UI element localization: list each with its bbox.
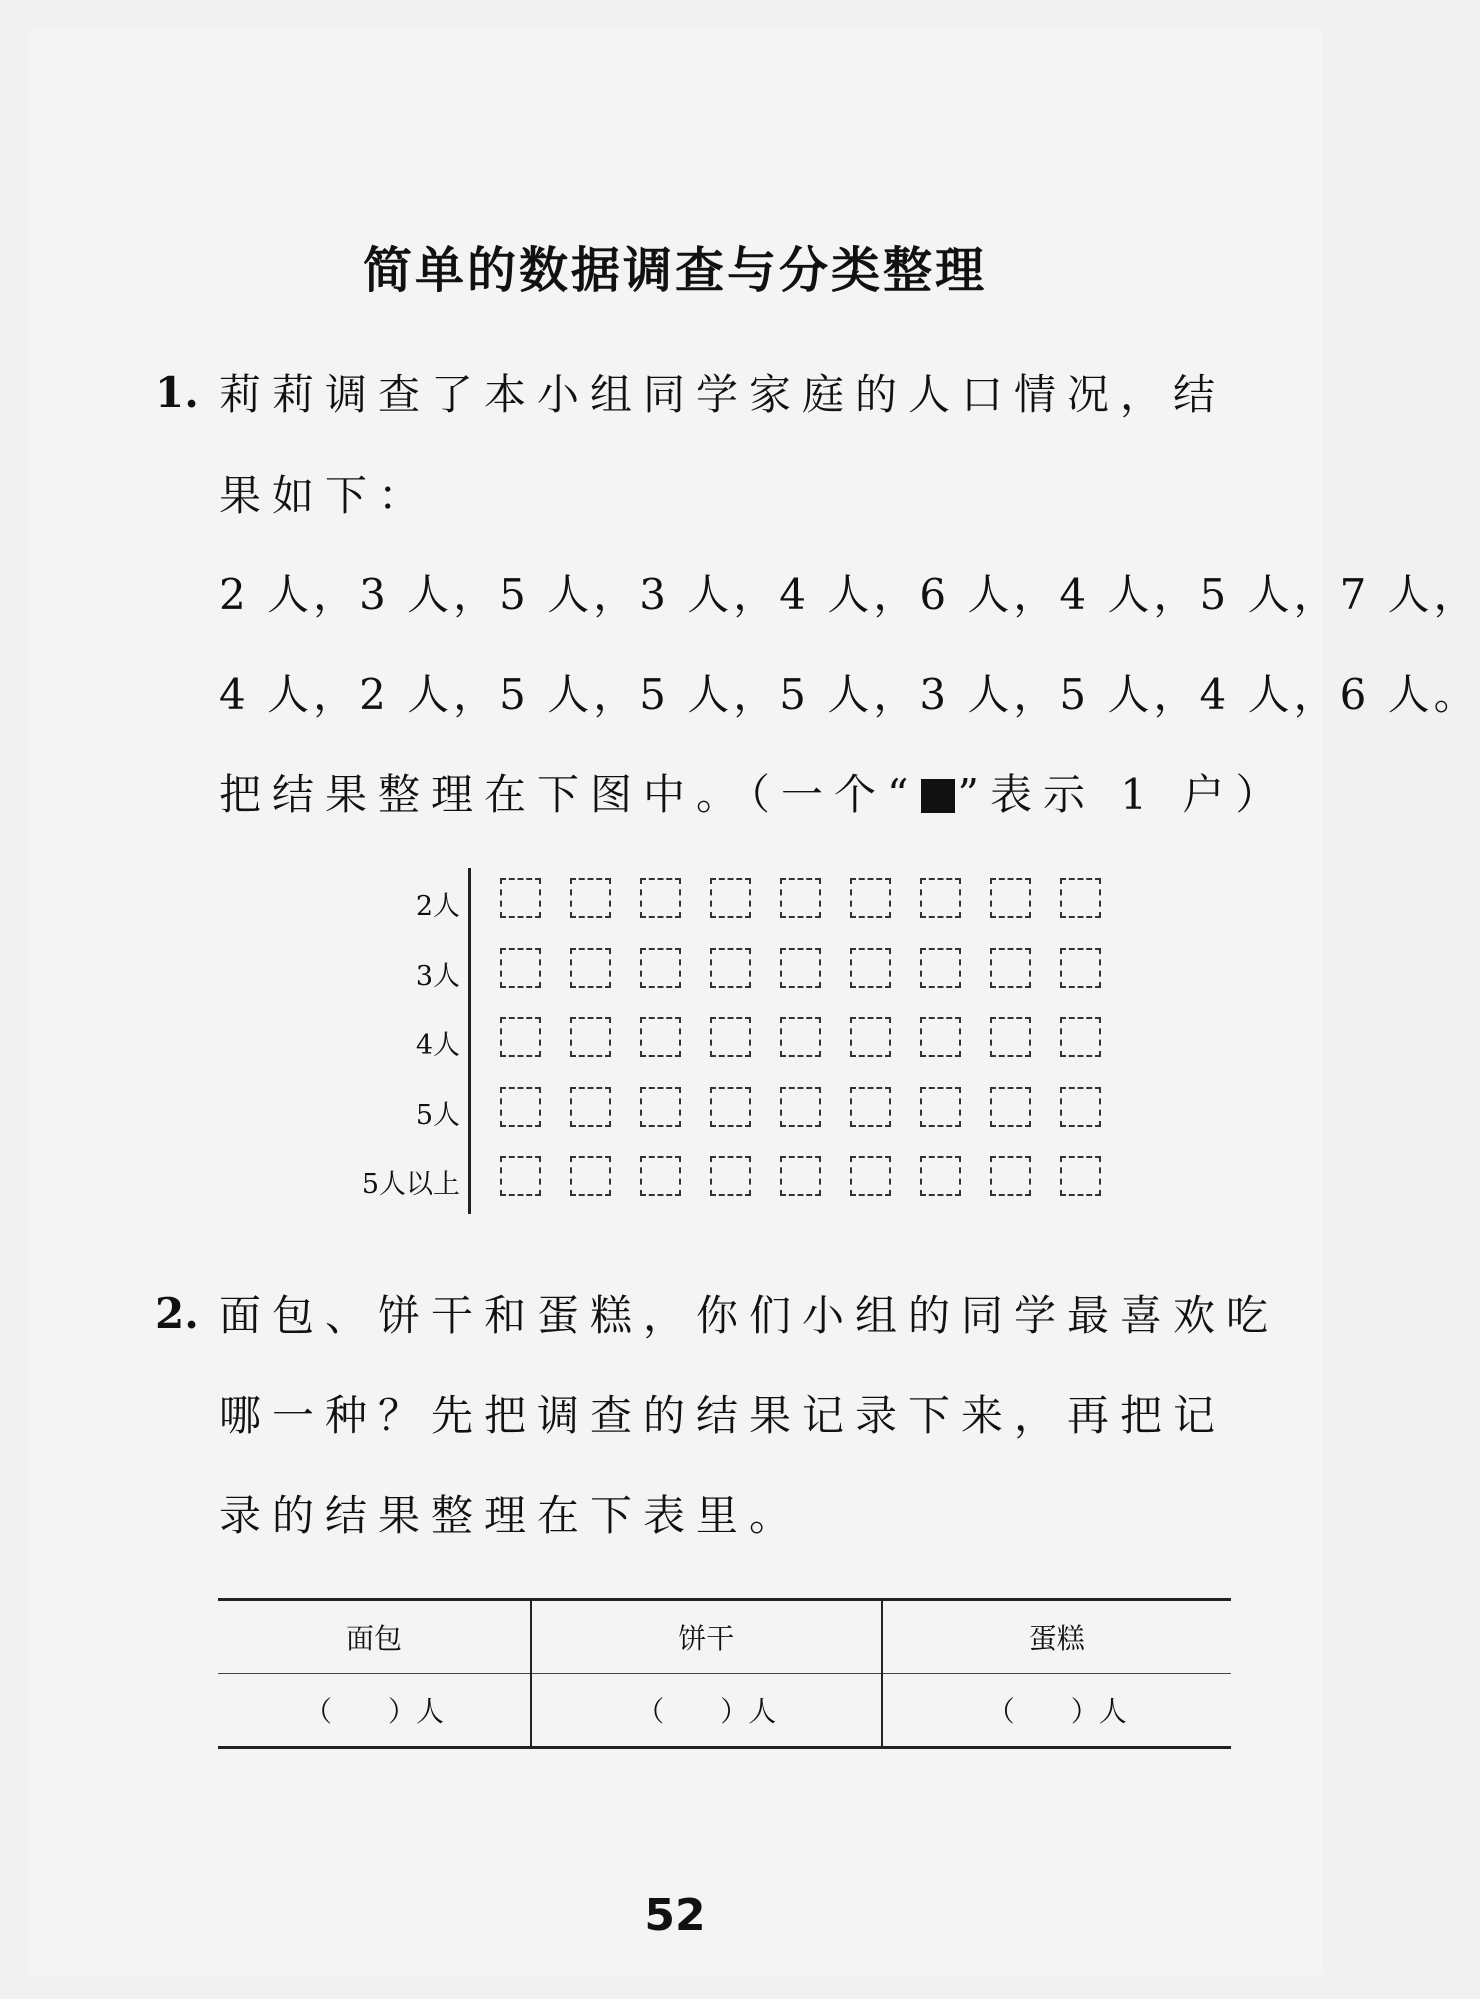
empty-tally-box[interactable] <box>570 1156 611 1196</box>
answer-cake[interactable]: （ ）人 <box>882 1674 1232 1748</box>
chart-row-cells <box>500 1087 1101 1127</box>
empty-tally-box[interactable] <box>500 1017 541 1057</box>
empty-tally-box[interactable] <box>780 878 821 918</box>
chart-row-cells <box>500 1017 1101 1057</box>
empty-tally-box[interactable] <box>640 948 681 988</box>
instruction-text-start: 把结果整理在下图中。（一个“ <box>219 770 920 819</box>
empty-tally-box[interactable] <box>920 878 961 918</box>
empty-tally-box[interactable] <box>780 1087 821 1127</box>
empty-tally-box[interactable] <box>710 1017 751 1057</box>
empty-tally-box[interactable] <box>640 1017 681 1057</box>
header-biscuit: 饼干 <box>531 1600 881 1674</box>
empty-tally-box[interactable] <box>710 948 751 988</box>
empty-tally-box[interactable] <box>570 1017 611 1057</box>
header-bread: 面包 <box>218 1600 531 1674</box>
empty-tally-box[interactable] <box>920 1017 961 1057</box>
empty-tally-box[interactable] <box>920 948 961 988</box>
question-1-number: 1. <box>155 368 199 417</box>
empty-tally-box[interactable] <box>1060 1156 1101 1196</box>
empty-tally-box[interactable] <box>500 878 541 918</box>
chart-row-cells <box>500 1156 1101 1196</box>
empty-tally-box[interactable] <box>1060 878 1101 918</box>
empty-tally-box[interactable] <box>500 1087 541 1127</box>
question-1-instruction <box>219 762 1288 822</box>
empty-tally-box[interactable] <box>1060 948 1101 988</box>
empty-tally-box[interactable] <box>640 878 681 918</box>
question-2-line-3: 录的结果整理在下表里。 <box>219 1491 803 1540</box>
empty-tally-box[interactable] <box>1060 1017 1101 1057</box>
page-number: 52 <box>644 1890 706 1941</box>
header-cake: 蛋糕 <box>882 1600 1232 1674</box>
empty-tally-box[interactable] <box>990 1156 1031 1196</box>
question-1-line-2: 果如下： <box>219 471 432 520</box>
chart-row-cells <box>500 948 1101 988</box>
answer-biscuit[interactable]: （ ）人 <box>531 1674 881 1748</box>
empty-tally-box[interactable] <box>920 1156 961 1196</box>
question-2-line-1: 面包、饼干和蛋糕，你们小组的同学最喜欢吃 <box>219 1291 1280 1340</box>
table-header-row <box>218 1600 1231 1674</box>
empty-tally-box[interactable] <box>920 1087 961 1127</box>
empty-tally-box[interactable] <box>850 1087 891 1127</box>
question-2-number: 2. <box>155 1289 199 1338</box>
empty-tally-box[interactable] <box>570 878 611 918</box>
empty-tally-box[interactable] <box>570 948 611 988</box>
empty-tally-box[interactable] <box>500 1156 541 1196</box>
chart-row-label: 4人 <box>415 1030 460 1061</box>
empty-tally-box[interactable] <box>1060 1087 1101 1127</box>
empty-tally-box[interactable] <box>500 948 541 988</box>
chart-row-cells <box>500 878 1101 918</box>
survey-table <box>218 1598 1231 1749</box>
empty-tally-box[interactable] <box>990 878 1031 918</box>
empty-tally-box[interactable] <box>640 1156 681 1196</box>
question-1-data-line-1: 2 人，3 人，5 人，3 人，4 人，6 人，4 人，5 人，7 人， <box>219 570 1480 619</box>
empty-tally-box[interactable] <box>570 1087 611 1127</box>
chart-row-label: 2人 <box>415 891 460 922</box>
question-1-data-line-2: 4 人，2 人，5 人，5 人，5 人，3 人，5 人，4 人，6 人。 <box>219 670 1480 719</box>
instruction-text-end: ”表示 1 户） <box>957 770 1289 819</box>
empty-tally-box[interactable] <box>990 948 1031 988</box>
empty-tally-box[interactable] <box>640 1087 681 1127</box>
empty-tally-box[interactable] <box>990 1017 1031 1057</box>
filled-square-icon <box>921 779 955 813</box>
empty-tally-box[interactable] <box>710 1156 751 1196</box>
empty-tally-box[interactable] <box>710 878 751 918</box>
table-row <box>218 1674 1231 1748</box>
empty-tally-box[interactable] <box>850 1017 891 1057</box>
empty-tally-box[interactable] <box>850 948 891 988</box>
chart-row-label: 5人以上 <box>361 1169 460 1200</box>
empty-tally-box[interactable] <box>710 1087 751 1127</box>
tally-chart <box>310 868 1150 1214</box>
answer-bread[interactable]: （ ）人 <box>218 1674 531 1748</box>
page-title: 简单的数据调查与分类整理 <box>362 242 987 299</box>
empty-tally-box[interactable] <box>780 1156 821 1196</box>
empty-tally-box[interactable] <box>780 1017 821 1057</box>
chart-row-label: 5人 <box>415 1100 460 1131</box>
chart-axis-line <box>468 868 471 1214</box>
question-1-line-1: 莉莉调查了本小组同学家庭的人口情况，结 <box>219 370 1227 419</box>
empty-tally-box[interactable] <box>780 948 821 988</box>
chart-row-label: 3人 <box>415 961 460 992</box>
question-2-line-2: 哪一种？先把调查的结果记录下来，再把记 <box>219 1391 1227 1440</box>
empty-tally-box[interactable] <box>850 878 891 918</box>
empty-tally-box[interactable] <box>990 1087 1031 1127</box>
empty-tally-box[interactable] <box>850 1156 891 1196</box>
